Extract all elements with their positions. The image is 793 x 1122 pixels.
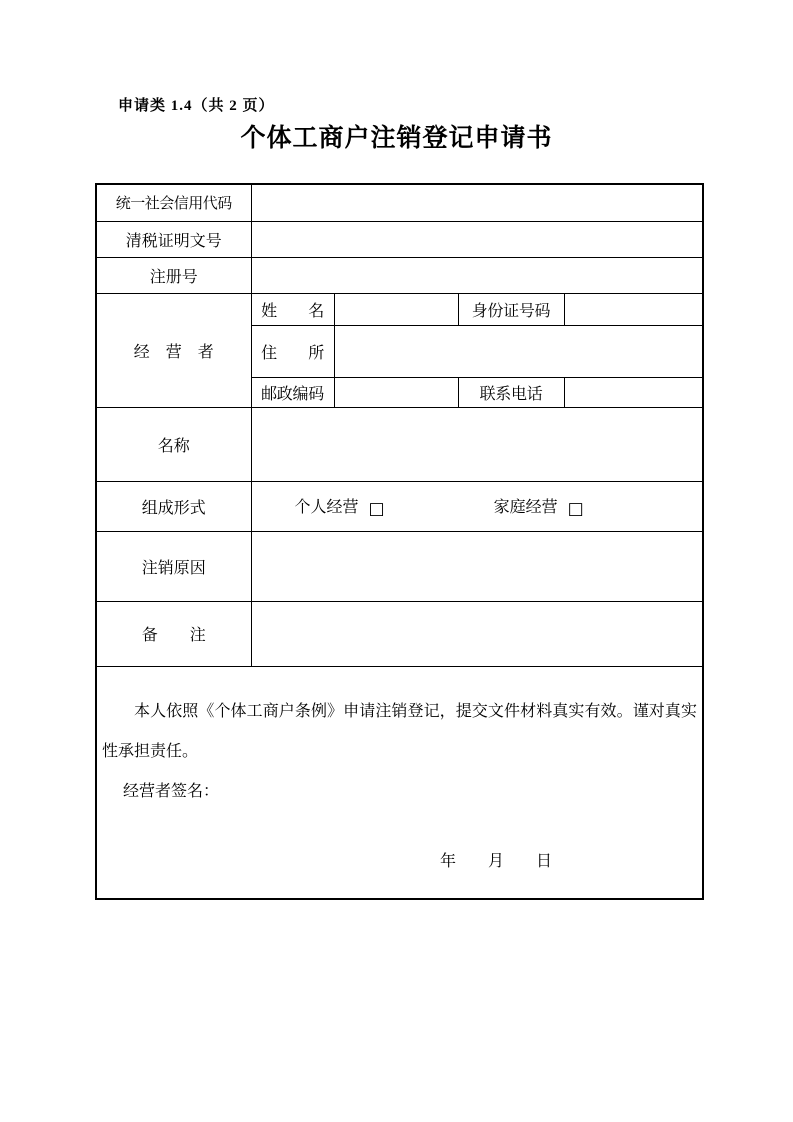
phone-label: 联系电话 [458, 377, 564, 407]
tax-clearance-row [96, 221, 703, 257]
composition-label: 组成形式 [96, 481, 251, 531]
family-operation-label: 家庭经营 [493, 499, 558, 516]
address-input-cell[interactable] [334, 325, 703, 377]
business-name-row [96, 407, 703, 481]
registration-no-input-cell[interactable] [251, 257, 703, 293]
cancellation-reason-input-cell[interactable] [251, 531, 703, 601]
application-form-table [95, 183, 704, 900]
operator-signature-label: 经营者签名： [123, 783, 220, 801]
page-title: 个体工商户注销登记申请书 [240, 125, 553, 152]
credit-code-row [96, 184, 703, 221]
tax-clearance-input-cell[interactable] [251, 221, 703, 257]
date-line: 年 月 日 [439, 853, 552, 871]
declaration-text: 本人依照《个体工商户条例》申请注销登记，提交文件材料真实有效。谨对真实性承担责任。 [102, 703, 697, 761]
family-operation-checkbox[interactable]: □ [567, 499, 584, 519]
individual-operation-label: 个人经营 [294, 499, 359, 516]
remarks-input-cell[interactable] [251, 601, 703, 666]
phone-input-cell[interactable] [564, 377, 703, 407]
family-operation-option [494, 494, 584, 518]
id-number-label: 身份证号码 [458, 293, 564, 325]
declaration-row [96, 666, 703, 899]
operator-name-label: 姓 名 [251, 293, 334, 325]
id-number-input-cell[interactable] [564, 293, 703, 325]
postcode-label: 邮政编码 [251, 377, 334, 407]
business-name-label: 名称 [96, 407, 251, 481]
individual-operation-checkbox[interactable]: □ [368, 499, 385, 519]
credit-code-input-cell[interactable] [251, 184, 703, 221]
cancellation-reason-label: 注销原因 [96, 531, 251, 601]
registration-no-label: 注册号 [96, 257, 251, 293]
credit-code-label: 统一社会信用代码 [96, 184, 251, 221]
business-name-input-cell[interactable] [251, 407, 703, 481]
operator-label: 经 营 者 [96, 293, 251, 407]
composition-options-cell [251, 481, 703, 531]
remarks-row [96, 601, 703, 666]
postcode-input-cell[interactable] [334, 377, 458, 407]
operator-name-input-cell[interactable] [334, 293, 458, 325]
declaration-cell [96, 666, 703, 899]
cancellation-reason-row [96, 531, 703, 601]
doc-class-note: 申请类 1.4（共 2 页） [118, 98, 275, 114]
tax-clearance-label: 清税证明文号 [96, 221, 251, 257]
registration-no-row [96, 257, 703, 293]
address-label: 住 所 [251, 325, 334, 377]
remarks-label: 备 注 [96, 601, 251, 666]
individual-operation-option [295, 494, 385, 518]
composition-row [96, 481, 703, 531]
operator-name-row [96, 293, 703, 325]
